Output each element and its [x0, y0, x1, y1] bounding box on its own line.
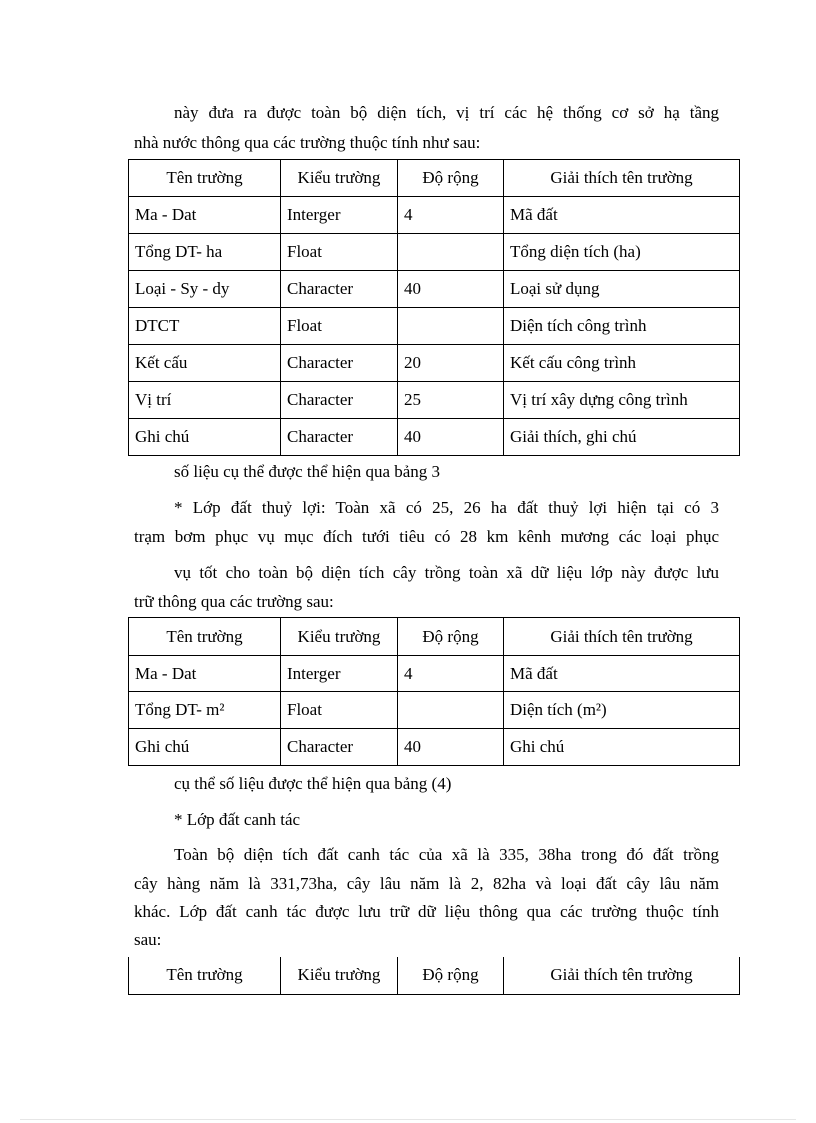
table-cell: Ghi chú: [504, 729, 740, 766]
header-cell: Tên trường: [129, 618, 281, 656]
header-cell: Giải thích tên trường: [504, 160, 740, 197]
para3-line-5: khác. Lớp đất canh tác được lưu trữ dữ liệu thông qua các trường thuộc tính: [134, 902, 719, 921]
table-row: [129, 234, 740, 271]
table-row: [129, 345, 740, 382]
table-row: [129, 271, 740, 308]
table-cell: Float: [281, 308, 398, 345]
header-cell: Độ rộng: [398, 160, 504, 197]
table-cell: Kết cấu: [129, 345, 281, 382]
header-cell: Kiểu trường: [281, 957, 398, 994]
header-cell: Giải thích tên trường: [504, 618, 740, 656]
table-cell: [398, 308, 504, 345]
table-cell: Diện tích (m²): [504, 692, 740, 729]
table-cell: Character: [281, 419, 398, 456]
table-cell: Character: [281, 271, 398, 308]
para3-line-3: Toàn bộ diện tích đất canh tác của xã là 335, 38ha trong đó đất trồng: [174, 845, 719, 864]
table-cell: Mã đất: [504, 656, 740, 692]
table-cell: Ghi chú: [129, 729, 281, 766]
table-cell: Tổng DT- m²: [129, 692, 281, 729]
table-row: [129, 197, 740, 234]
table-cell: Kết cấu công trình: [504, 345, 740, 382]
table-cell: Character: [281, 382, 398, 419]
table-cell: Tổng diện tích (ha): [504, 234, 740, 271]
table-cell: 40: [398, 271, 504, 308]
table-cell: 4: [398, 197, 504, 234]
table-cell: Interger: [281, 197, 398, 234]
header-cell: Tên trường: [129, 957, 281, 994]
fields-table-1: [128, 159, 740, 456]
para2-line-5: trữ thông qua các trường sau:: [134, 592, 334, 611]
table-cell: 4: [398, 656, 504, 692]
page-bottom-divider: [20, 1119, 796, 1120]
header-cell: Kiểu trường: [281, 618, 398, 656]
table-cell: Mã đất: [504, 197, 740, 234]
table-cell: Ghi chú: [129, 419, 281, 456]
table-cell: 25: [398, 382, 504, 419]
para3-line-2: * Lớp đất canh tác: [174, 810, 301, 829]
table-cell: Interger: [281, 656, 398, 692]
para3-line-4: cây hàng năm là 331,73ha, cây lâu năm là 2, 82ha và loại đất cây lâu năm: [134, 874, 719, 893]
table-row: [129, 656, 740, 692]
table-cell: 40: [398, 419, 504, 456]
table-cell: Character: [281, 729, 398, 766]
table-cell: Diện tích công trình: [504, 308, 740, 345]
table-cell: Float: [281, 234, 398, 271]
table-cell: Loại - Sy - dy: [129, 271, 281, 308]
table-cell: Ma - Dat: [129, 197, 281, 234]
table-cell: 40: [398, 729, 504, 766]
table-row: [129, 419, 740, 456]
table-cell: [398, 234, 504, 271]
header-cell: Giải thích tên trường: [504, 957, 740, 994]
table-cell: Character: [281, 345, 398, 382]
table-cell: Loại sử dụng: [504, 271, 740, 308]
table-cell: Ma - Dat: [129, 656, 281, 692]
intro-line-2: nhà nước thông qua các trường thuộc tính như sau:: [134, 133, 481, 152]
table-header-row: [129, 957, 740, 994]
table-header-row: [129, 618, 740, 656]
header-cell: Kiểu trường: [281, 160, 398, 197]
para2-line-4: vụ tốt cho toàn bộ diện tích cây trồng toàn xã dữ liệu lớp này được lưu: [174, 563, 719, 582]
header-cell: Tên trường: [129, 160, 281, 197]
table-row: [129, 308, 740, 345]
para3-line-6: sau:: [134, 930, 162, 949]
intro-line-1: này đưa ra được toàn bộ diện tích, vị trí các hệ thống cơ sở hạ tầng: [174, 103, 719, 122]
header-cell: Độ rộng: [398, 618, 504, 656]
table-row: [129, 729, 740, 766]
table-cell: Tổng DT- ha: [129, 234, 281, 271]
table-cell: DTCT: [129, 308, 281, 345]
table-cell: Float: [281, 692, 398, 729]
table-cell: 20: [398, 345, 504, 382]
para2-line-1: số liệu cụ thể được thể hiện qua bảng 3: [174, 462, 441, 481]
fields-table-3: [128, 957, 740, 995]
table-cell: Vị trí xây dựng công trình: [504, 382, 740, 419]
table-row: [129, 382, 740, 419]
table-row: [129, 692, 740, 729]
table-cell: Vị trí: [129, 382, 281, 419]
para3-line-1: cụ thể số liệu được thể hiện qua bảng (4): [174, 774, 452, 793]
para2-line-3: trạm bơm phục vụ mục đích tưới tiêu có 28 km kênh mương các loại phục: [134, 527, 719, 546]
para2-line-2: * Lớp đất thuỷ lợi: Toàn xã có 25, 26 ha đất thuỷ lợi hiện tại có 3: [174, 498, 719, 517]
table-cell: [398, 692, 504, 729]
table-header-row: [129, 160, 740, 197]
table-cell: Giải thích, ghi chú: [504, 419, 740, 456]
fields-table-2: [128, 617, 740, 766]
header-cell: Độ rộng: [398, 957, 504, 994]
